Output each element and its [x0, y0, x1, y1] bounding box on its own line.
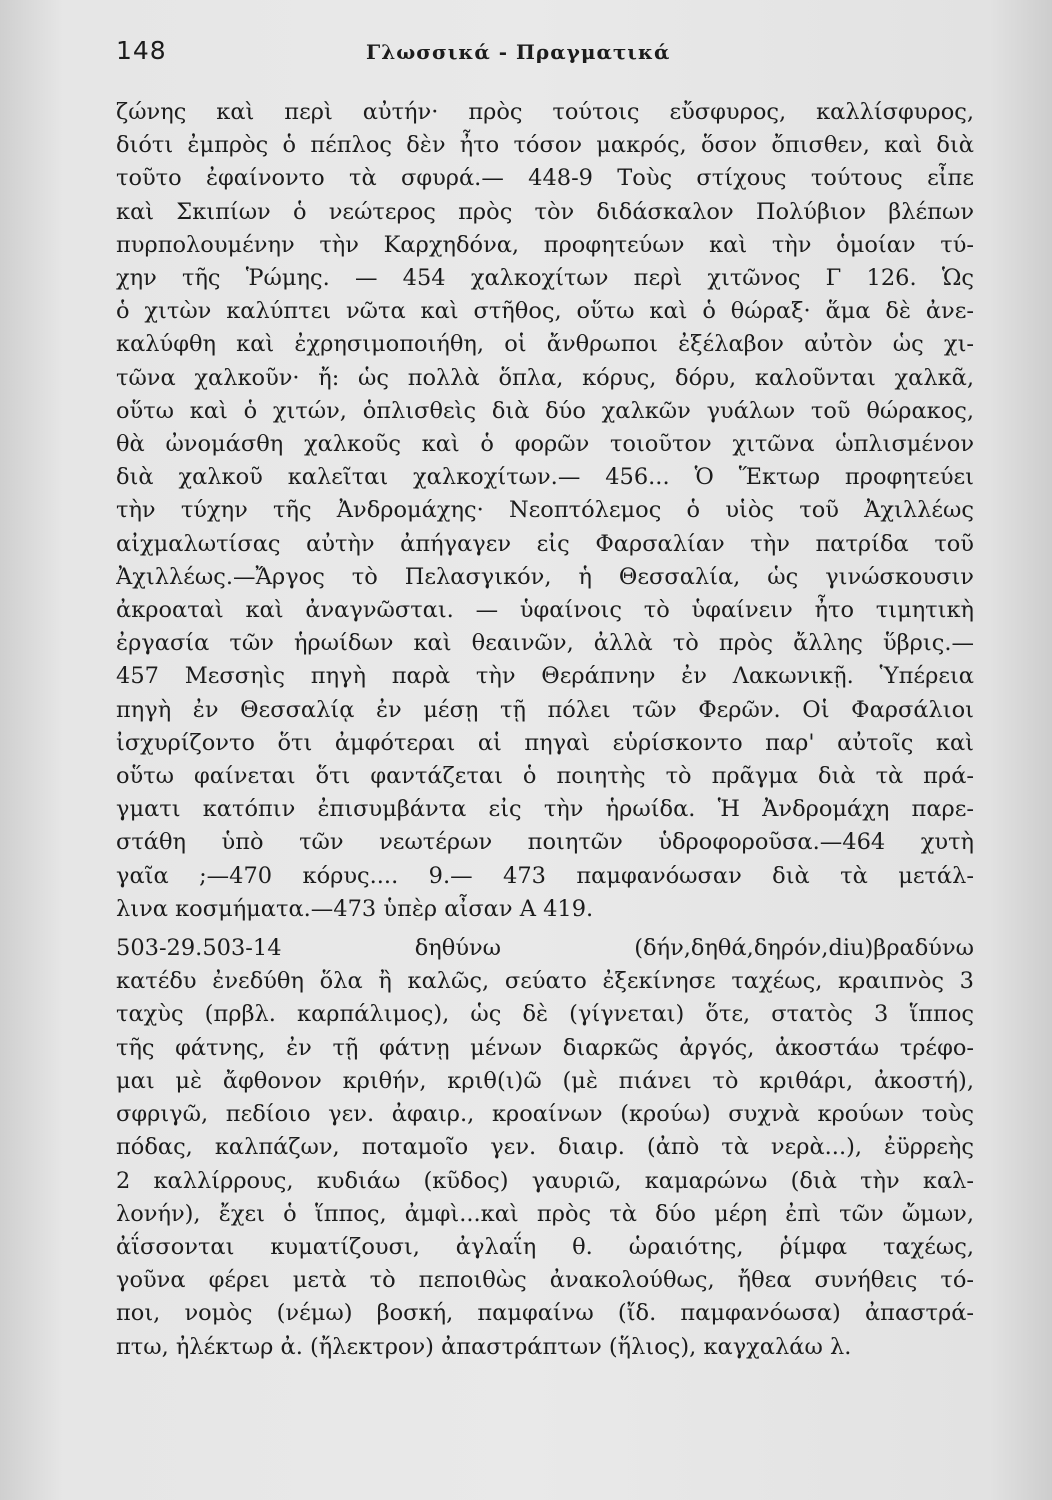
text-line: κατέδυ ἐνεδύθη ὅλα ἢ καλῶς, σεύατο ἐξεκίνησε ταχέως, κραιπνὸς 3 [116, 968, 974, 995]
text-line: τὴν τύχην τῆς Ἀνδρομάχης· Νεοπτόλεμος ὁ υἱὸς τοῦ Ἀχιλλέως [116, 497, 974, 524]
text-line: τοῦτο ἐφαίνοντο τὰ σφυρά.— 448-9 Τοὺς στίχους τούτους εἶπε [116, 165, 974, 192]
text-line: χην τῆς Ῥώμης. — 454 χαλκοχίτων περὶ χιτῶνος Γ 126. Ὡς [116, 265, 974, 292]
text-line: οὕτω καὶ ὁ χιτών, ὁπλισθεὶς διὰ δύο χαλκῶν γυάλων τοῦ θώρακος, [116, 397, 974, 424]
text-line: τῆς φάτνης, ἐν τῇ φάτνῃ μένων διαρκῶς ἀργός, ἀκοστάω τρέφο- [116, 1034, 974, 1061]
page-number: 148 [116, 36, 167, 65]
text-line: πτω, ἠλέκτωρ ἀ. (ἤλεκτρον) ἀπαστράπτων (ἥλιος), καγχαλάω λ. [116, 1333, 852, 1360]
text-line: ζώνης καὶ περὶ αὐτήν· πρὸς τούτοις εὔσφυρος, καλλίσφυρος, [116, 99, 974, 125]
text-line: ποι, νομὸς (νέμω) βοσκή, παμφαίνω (ἴδ. παμφανόωσα) ἀπαστρά- [116, 1300, 974, 1327]
text-line: λονήν), ἔχει ὁ ἵππος, ἀμφὶ...καὶ πρὸς τὰ δύο μέρη ἐπὶ τῶν ὤμων, [116, 1200, 974, 1227]
body-text [116, 96, 974, 1364]
text-line: ἀκροαταὶ καὶ ἀναγνῶσται. — ὑφαίνοις τὸ ὑφαίνειν ἦτο τιμητικὴ [116, 597, 974, 624]
text-line: καὶ Σκιπίων ὁ νεώτερος πρὸς τὸν διδάσκαλον Πολύβιον βλέπων [116, 198, 974, 225]
text-line: τῶνα χαλκοῦν· ἤ: ὡς πολλὰ ὅπλα, κόρυς, δόρυ, καλοῦνται χαλκᾶ, [116, 364, 974, 391]
text-line: μαι μὲ ἄφθονον κριθήν, κριθ(ι)ῶ (μὲ πιάνει τὸ κριθάρι, ἀκοστή), [116, 1067, 974, 1094]
text-line: ἰσχυρίζοντο ὅτι ἀμφότεραι αἱ πηγαὶ εὑρίσκοντο παρ' αὐτοῖς καὶ [116, 729, 974, 756]
text-line: πόδας, καλπάζων, ποταμοῖο γεν. διαιρ. (ἀπὸ τὰ νερὰ...), ἐϋρρεὴς [116, 1134, 974, 1161]
text-line: καλύφθη καὶ ἐχρησιμοποιήθη, οἱ ἄνθρωποι ἐξέλαβον αὐτὸν ὡς χι- [116, 331, 974, 358]
text-line: σφριγῶ, πεδίοιο γεν. ἀφαιρ., κροαίνων (κρούω) συχνὰ κρούων τοὺς [116, 1101, 974, 1128]
text-line: ἐργασία τῶν ἡρωίδων καὶ θεαινῶν, ἀλλὰ τὸ πρὸς ἄλλης ὕβρις.— [116, 630, 974, 657]
text-line: στάθη ὑπὸ τῶν νεωτέρων ποιητῶν ὑδροφοροῦσα.—464 χυτὴ [116, 829, 974, 856]
text-line: οὕτω φαίνεται ὅτι φαντάζεται ὁ ποιητὴς τὸ πρᾶγμα διὰ τὰ πρά- [116, 763, 974, 790]
text-line: διότι ἐμπρὸς ὁ πέπλος δὲν ἦτο τόσον μακρός, ὅσον ὄπισθεν, καὶ διὰ [116, 132, 974, 159]
text-line: αἰχμαλωτίσας αὐτὴν ἀπήγαγεν εἰς Φαρσαλίαν τὴν πατρίδα τοῦ [116, 530, 974, 557]
text-line: πυρπολουμένην τὴν Καρχηδόνα, προφητεύων καὶ τὴν ὁμοίαν τύ- [116, 231, 974, 258]
text-line: ἀΐσσονται κυματίζουσι, ἀγλαΐη θ. ὡραιότης, ῥίμφα ταχέως, [116, 1233, 974, 1260]
text-line: 2 καλλίρρους, κυδιάω (κῦδος) γαυριῶ, καμαρώνω (διὰ τὴν καλ- [116, 1167, 974, 1194]
text-line: πηγὴ ἐν Θεσσαλίᾳ ἐν μέσῃ τῇ πόλει τῶν Φερῶν. Οἱ Φαρσάλιοι [116, 696, 974, 723]
text-line: θὰ ὠνομάσθη χαλκοῦς καὶ ὁ φορῶν τοιοῦτον χιτῶνα ὡπλισμένον [116, 431, 974, 458]
text-line: ταχὺς (πρβλ. καρπάλιμος), ὡς δὲ (γίγνεται) ὅτε, στατὸς 3 ἵππος [116, 1001, 974, 1028]
text-line: 457 Μεσσηὶς πηγὴ παρὰ τὴν Θεράπνην ἐν Λακωνικῇ. Ὑπέρεια [116, 663, 974, 690]
text-line: λινα κοσμήματα.—473 ὑπὲρ αἶσαν Α 419. [116, 895, 594, 922]
text-line: Ἀχιλλέως.—Ἄργος τὸ Πελασγικόν, ἡ Θεσσαλία, ὡς γινώσκουσιν [116, 563, 974, 590]
text-line: γματι κατόπιν ἐπισυμβάντα εἰς τὴν ἡρωίδα. Ἡ Ἀνδρομάχη παρε- [116, 796, 974, 823]
running-head: Γλωσσικά - Πραγματικά [366, 40, 671, 64]
text-line: 503-29.503-14 δηθύνω (δήν,δηθά,δηρόν,diu)βραδύνω [116, 935, 974, 962]
text-line: γοῦνα φέρει μετὰ τὸ πεποιθὼς ἀνακολούθως, ἤθεα συνήθεις τό- [116, 1267, 974, 1294]
text-line: ὁ χιτὼν καλύπτει νῶτα καὶ στῆθος, οὕτω καὶ ὁ θώραξ· ἅμα δὲ ἀνε- [116, 298, 974, 325]
paragraph-commentary-503-529 [116, 932, 974, 1364]
text-line: διὰ χαλκοῦ καλεῖται χαλκοχίτων.— 456... Ὁ Ἕκτωρ προφητεύει [116, 464, 974, 491]
page-header [116, 36, 962, 76]
text-line: γαῖα ;—470 κόρυς.... 9.— 473 παμφανόωσαν διὰ τὰ μετάλ- [116, 862, 974, 889]
paragraph-commentary-448-473 [116, 96, 974, 926]
